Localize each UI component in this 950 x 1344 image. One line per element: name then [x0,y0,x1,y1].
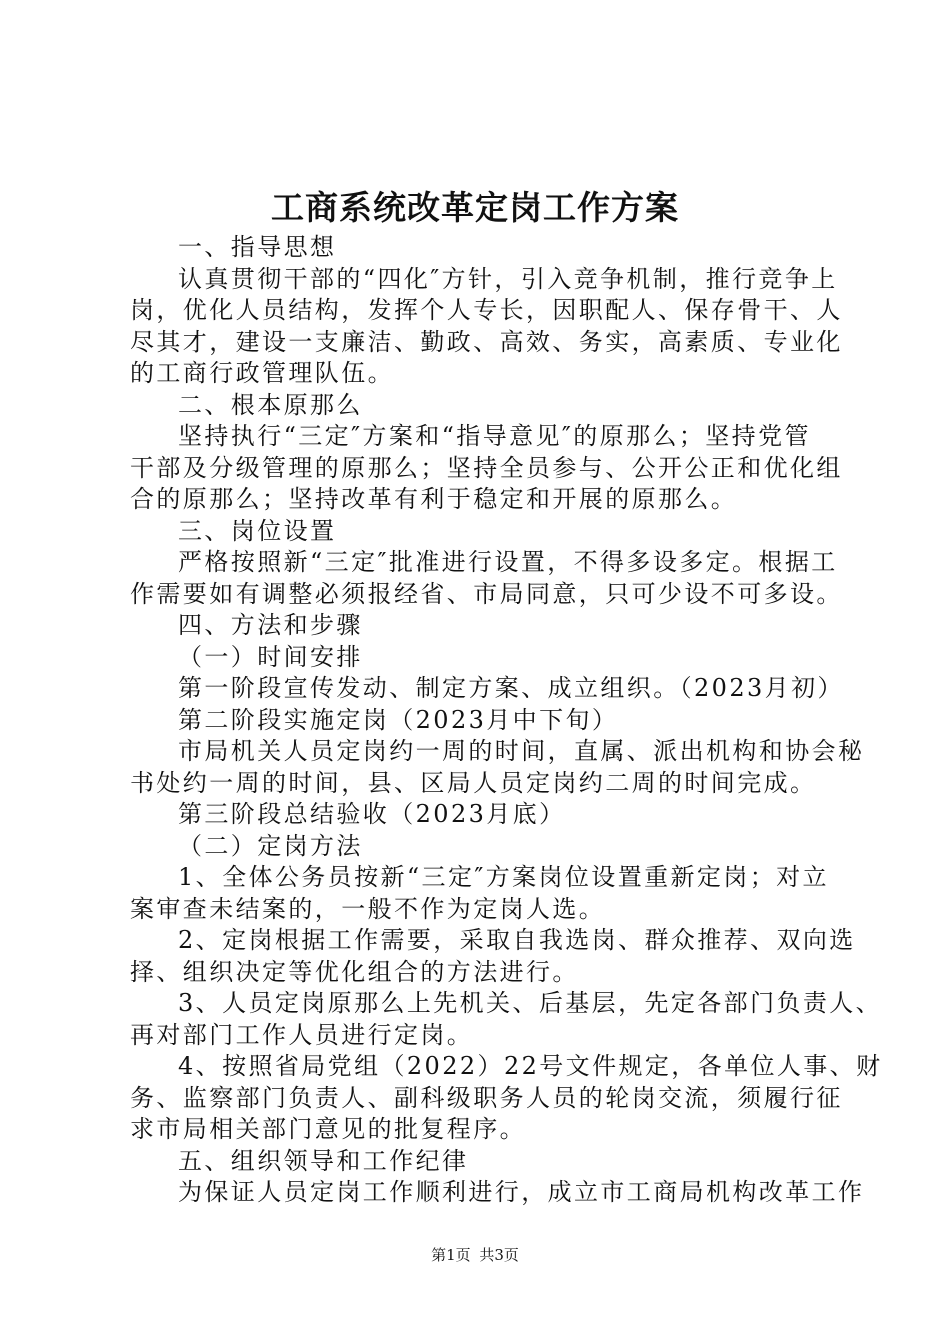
page-footer [0,1244,950,1266]
text-line: 求市局相关部门意见的批复程序。 [130,1115,526,1143]
text-line: 择、组织决定等优化组合的方法进行。 [130,957,579,986]
text-line: 五、组织领导和工作纪律 [178,1146,469,1175]
document-body [130,232,883,1209]
text-line: 二、根本原那么 [178,390,363,419]
text-line: 案审查未结案的，一般不作为定岗人选。 [130,894,606,923]
text-line: 书处约一周的时间，县、区局人员定岗约二周的时间完成。 [130,768,817,797]
document-title: 工商系统改革定岗工作方案 [271,188,679,227]
text-line: 第一阶段宣传发动、制定方案、成立组织。（2023月初） [178,674,844,702]
text-line: （一）时间安排 [178,642,363,671]
text-line: 作需要如有调整必须报经省、市局同意，只可少设不可多设。 [130,579,843,608]
text-line: 4、按照省局党组（2022）22号文件规定，各单位人事、财 [178,1052,883,1080]
text-line: 四、方法和步骤 [178,611,363,639]
text-line: 第二阶段实施定岗（2023月中下旬） [178,705,619,734]
text-line: 岗，优化人员结构，发挥个人专长，因职配人、保存骨干、人 [130,296,843,324]
text-line: 再对部门工作人员进行定岗。 [130,1020,474,1049]
text-line: 3、人员定岗原那么上先机关、后基层，先定各部门负责人、 [178,989,883,1017]
text-line: 严格按照新“三定″批准进行设置，不得多设多定。根据工 [178,548,838,576]
page-total: 共3页 [479,1246,519,1264]
text-line: 务、监察部门负责人、副科级职务人员的轮岗交流，须履行征 [130,1083,843,1112]
page-number: 第1页 [431,1246,471,1264]
text-line: （二）定岗方法 [178,831,363,860]
text-line: 尽其才，建设一支廉洁、勤政、高效、务实，高素质、专业化 [130,327,843,356]
text-line: 认真贯彻干部的“四化″方针，引入竞争机制，推行竞争上 [178,264,838,293]
text-line: 一、指导思想 [178,233,337,261]
text-line: 坚持执行“三定″方案和“指导意见″的原那么；坚持党管 [178,422,811,450]
text-line: 合的原那么；坚持改革有利于稳定和开展的原那么。 [130,485,738,513]
text-line: 为保证人员定岗工作顺利进行，成立市工商局机构改革工作 [178,1178,865,1206]
text-line: 三、岗位设置 [178,516,337,545]
text-line: 干部及分级管理的原那么；坚持全员参与、公开公正和优化组 [130,453,843,482]
text-line: 1、全体公务员按新“三定″方案岗位设置重新定岗；对立 [178,863,829,891]
text-line: 2、定岗根据工作需要，采取自我选岗、群众推荐、双向选 [178,926,856,954]
text-line: 的工商行政管理队伍。 [130,359,394,387]
text-line: 市局机关人员定岗约一周的时间，直属、派出机构和协会秘 [178,737,865,765]
text-line: 第三阶段总结验收（2023月底） [178,800,566,828]
